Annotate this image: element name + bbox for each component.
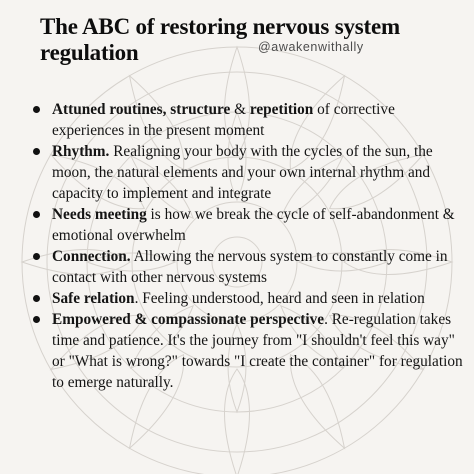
point-lead: Needs meeting [52,206,147,223]
point-lead: Safe relation [52,290,135,307]
point-lead: Attuned routines, structure [52,101,231,118]
point-lead: Empowered & compassionate perspective [52,311,325,328]
bullet-dot-icon [33,316,40,323]
list-item [30,246,466,288]
bullet-dot-icon [33,253,40,260]
list-item [30,309,466,393]
list-item [30,141,466,204]
bullet-dot-icon [33,148,40,155]
point-text: of corrective experiences in the present moment [52,101,395,139]
abc-list [30,99,466,393]
point-text: is how we break the cycle of self-abandonment & emotional overwhelm [52,206,455,244]
point-text: Allowing the nervous system to constantly come in contact with other nervous systems [52,248,448,286]
point-lead: repetition [249,101,314,118]
list-item [30,204,466,246]
point-text: . Feeling understood, heard and seen in relation [134,290,425,307]
bullet-dot-icon [33,211,40,218]
point-lead: Rhythm. [52,143,110,160]
list-item [30,99,466,141]
list-item [30,288,466,309]
bullet-dot-icon [33,295,40,302]
point-connector: & [230,101,250,118]
author-handle: @awakenwithally [258,40,364,54]
bullet-dot-icon [33,106,40,113]
point-text: . Re-regulation takes time and patience. It's the journey from "I shouldn't feel this way" or "What is wrong?" towards "I create the container" for regulation to emerge naturally. [52,311,463,391]
page-title: The ABC of restoring nervous system regulation [40,14,400,65]
point-lead: Connection. [52,248,131,265]
point-text: Realigning your body with the cycles of the sun, the moon, the natural elements and your own internal rhythm and capacity to implement and integrate [52,143,433,202]
